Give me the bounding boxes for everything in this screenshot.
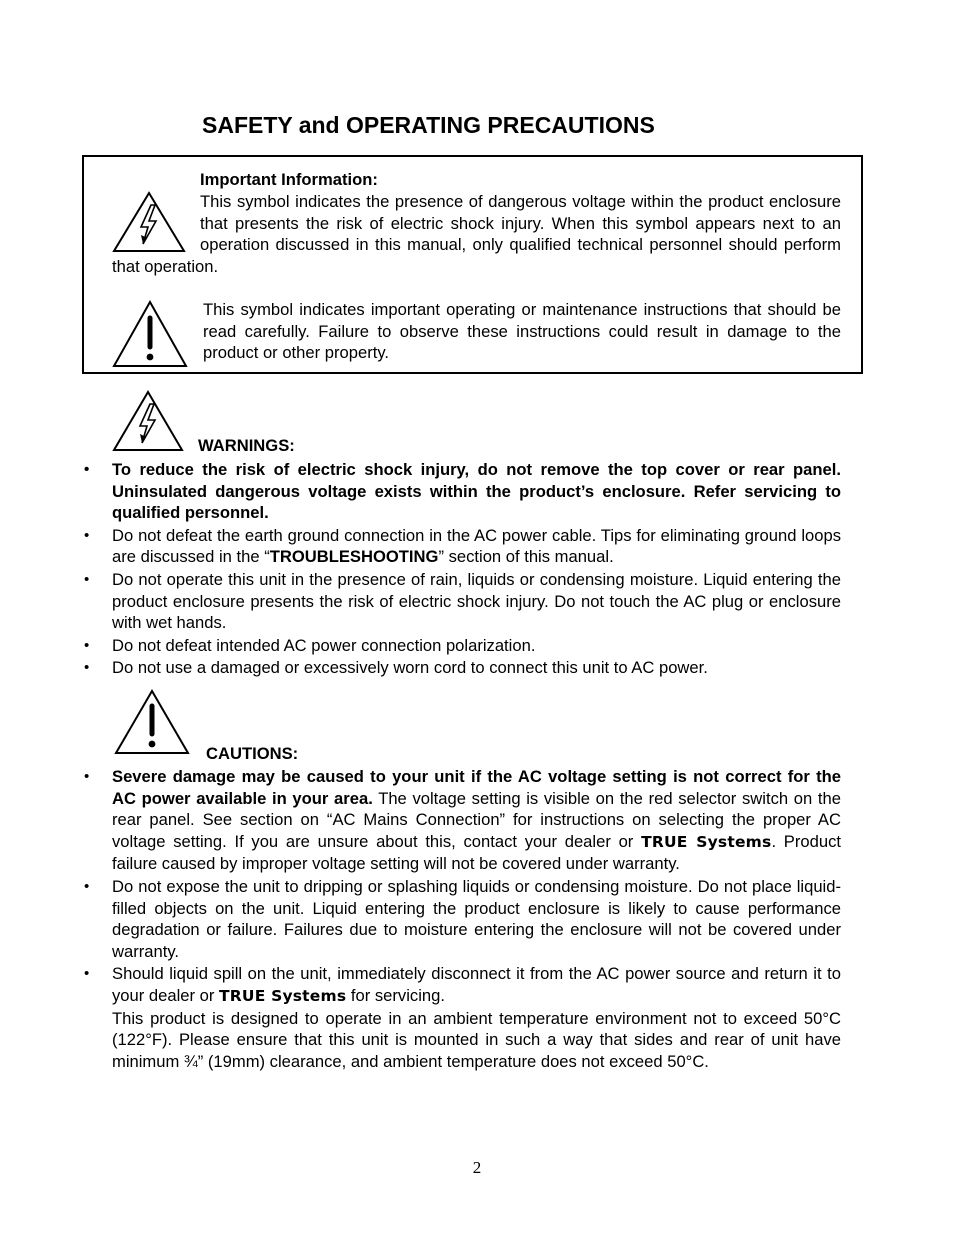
- list-item: • Severe damage may be caused to your unit if the AC voltage setting is not correct for the AC power available in your area. The voltage setting is visible on the red selector switch on the rear panel. See section on “AC Mains Connection” for instructions on selecting the proper AC voltage setting. If you are unsure about this, contact your dealer or TRUE Systems. Product failure caused by improper voltage setting will not be covered under warranty.: [112, 766, 841, 875]
- cautions-heading: CAUTIONS:: [206, 744, 299, 763]
- cautions-exclamation-icon: [114, 689, 190, 755]
- cautions-list: [112, 766, 841, 1073]
- caution-symbol-description: This symbol indicates important operating or maintenance instructions that should be read carefully. Failure to observe these instructions could result in damage to the product or other property.: [203, 300, 841, 363]
- page-number: 2: [472, 1158, 482, 1177]
- brand-name: TRUE Systems: [641, 832, 772, 851]
- voltage-symbol-text: This symbol indicates the presence of dangerous voltage within the product enclosure that presents the risk of electric shock injury. When this symbol appears next to an operation discussed in this manual, only qualified technical personnel should perform that operation.: [112, 192, 841, 276]
- list-item: • Do not operate this unit in the presence of rain, liquids or condensing moisture. Liquid entering the product enclosure presents the risk of electric shock injury. Do not touch the AC plug or enclosure with wet hands.: [112, 569, 841, 634]
- list-item: • Should liquid spill on the unit, immediately disconnect it from the AC power source and return it to your dealer or TRUE Systems for servicing. This product is designed to operate in an ambient temperature environment not to exceed 50°C (122°F). Please ensure that this unit is mounted in such a way that sides and rear of unit have minimum ¾” (19mm) clearance, and ambient temperature does not exceed 50°C.: [112, 963, 841, 1072]
- temperature-note: This product is designed to operate in an ambient temperature environment not to exceed 50°C (122°F). Please ensure that this unit is mounted in such a way that sides and rear of unit have minimum ¾” (19mm) clearance, and ambient temperature does not exceed 50°C.: [112, 1008, 841, 1071]
- list-item: • To reduce the risk of electric shock injury, do not remove the top cover or rear panel. Uninsulated dangerous voltage exists within the product’s enclosure. Refer servicing to qualified personnel.: [112, 459, 841, 524]
- brand-name: TRUE Systems: [219, 986, 347, 1005]
- list-item: • Do not expose the unit to dripping or splashing liquids or condensing moisture. Do not place liquid-filled objects on the unit. Liquid entering the product enclosure is likely to cause performance degradation or failure. Failures due to moisture entering the enclosure will not be covered under warranty.: [112, 876, 841, 962]
- page-title: SAFETY and OPERATING PRECAUTIONS: [202, 112, 655, 138]
- list-item: • Do not defeat intended AC power connection polarization.: [112, 635, 841, 657]
- important-information-heading: Important Information:: [200, 170, 378, 189]
- icon-float-spacer: [112, 191, 200, 255]
- exclamation-warning-icon: [112, 300, 188, 368]
- warnings-lightning-icon: [112, 390, 184, 452]
- list-item: • Do not defeat the earth ground connection in the AC power cable. Tips for eliminating ground loops are discussed in the “TROUBLESHOOTING” section of this manual.: [112, 525, 841, 568]
- warnings-list: [112, 459, 841, 680]
- warnings-heading: WARNINGS:: [198, 436, 295, 455]
- list-item: • Do not use a damaged or excessively worn cord to connect this unit to AC power.: [112, 657, 841, 679]
- voltage-symbol-description: [112, 191, 841, 277]
